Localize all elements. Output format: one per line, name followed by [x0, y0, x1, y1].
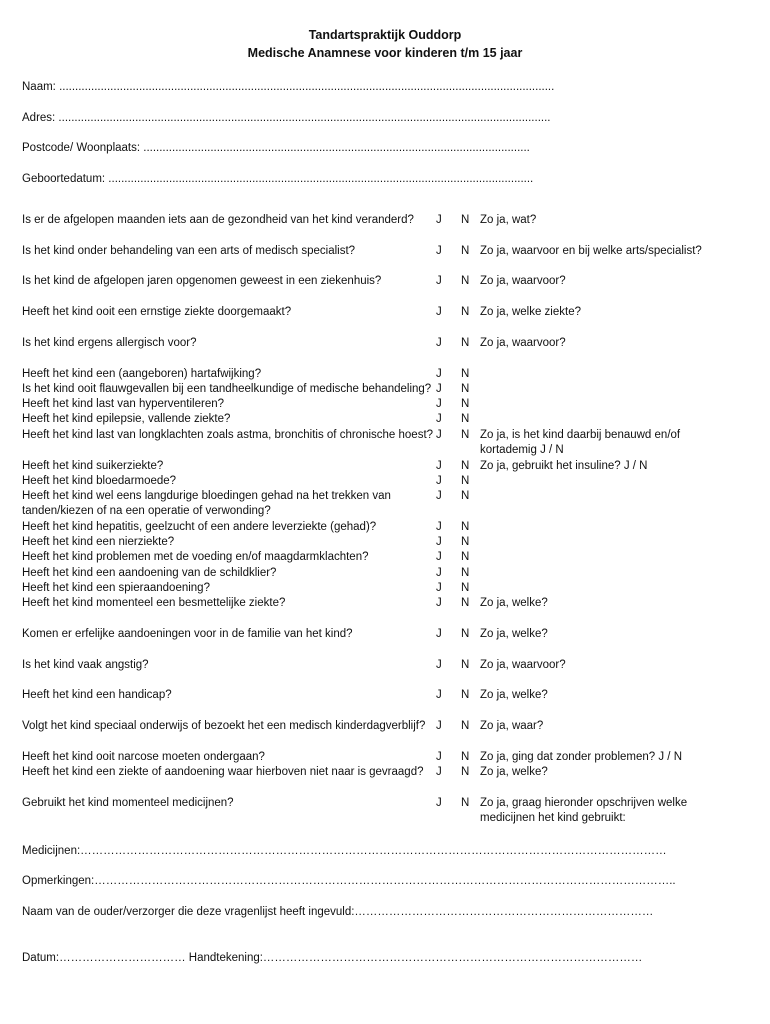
answer-no-option[interactable]: N — [461, 659, 470, 671]
answer-no-option[interactable]: N — [461, 460, 470, 472]
answer-no-option[interactable]: N — [461, 275, 470, 287]
followup-text: Zo ja, welke? — [480, 628, 548, 640]
answer-yes-option[interactable]: J — [436, 337, 442, 349]
question-text: Is er de afgelopen maanden iets aan de gezondheid van het kind veranderd? — [22, 214, 414, 226]
question-text: Is het kind onder behandeling van een arts of medisch specialist? — [22, 245, 356, 257]
opmerkingen-field[interactable]: Opmerkingen:…………………………………………………………………………………………………………………………………….. — [22, 875, 676, 887]
question-text: Heeft het kind last van longklachten zoals astma, bronchitis of chronische hoest? — [22, 429, 434, 441]
question-text: Heeft het kind ooit narcose moeten ondergaan? — [22, 751, 265, 763]
answer-no-option[interactable]: N — [461, 597, 470, 609]
question-text: Heeft het kind problemen met de voeding en/of maagdarmklachten? — [22, 551, 369, 563]
answer-yes-option[interactable]: J — [436, 275, 442, 287]
followup-text: Zo ja, waarvoor en bij welke arts/specialist? — [480, 245, 702, 257]
answer-no-option[interactable]: N — [461, 413, 470, 425]
geboortedatum-field[interactable]: Geboortedatum: ..................................................................................................................................... — [22, 173, 534, 185]
answer-yes-option[interactable]: J — [436, 413, 442, 425]
followup-text: Zo ja, graag hieronder opschrijven welke — [480, 797, 688, 809]
answer-yes-option[interactable]: J — [436, 766, 442, 778]
question-text: Volgt het kind speciaal onderwijs of bezoekt het een medisch kinderdagverblijf? — [22, 720, 426, 732]
question-text: Is het kind ooit flauwgevallen bij een tandheelkundige of medische behandeling? — [22, 383, 432, 395]
answer-yes-option[interactable]: J — [436, 536, 442, 548]
answer-yes-option[interactable]: J — [436, 383, 442, 395]
question-text: Heeft het kind last van hyperventileren? — [22, 398, 225, 410]
answer-no-option[interactable]: N — [461, 720, 470, 732]
answer-no-option[interactable]: N — [461, 567, 470, 579]
question-text: Is het kind de afgelopen jaren opgenomen geweest in een ziekenhuis? — [22, 275, 382, 287]
answer-yes-option[interactable]: J — [436, 582, 442, 594]
answer-no-option[interactable]: N — [461, 429, 470, 441]
answer-no-option[interactable]: N — [461, 689, 470, 701]
question-text: Heeft het kind een ziekte of aandoening waar hierboven niet naar is gevraagd? — [22, 766, 424, 778]
answer-no-option[interactable]: N — [461, 245, 470, 257]
followup-text: Zo ja, wat? — [480, 214, 537, 226]
answer-yes-option[interactable]: J — [436, 659, 442, 671]
answer-no-option[interactable]: N — [461, 551, 470, 563]
followup-text: Zo ja, welke ziekte? — [480, 306, 581, 318]
question-text: Heeft het kind een nierziekte? — [22, 536, 175, 548]
question-text: Heeft het kind wel eens langdurige bloedingen gehad na het trekken van — [22, 490, 391, 502]
answer-no-option[interactable]: N — [461, 383, 470, 395]
answer-no-option[interactable]: N — [461, 214, 470, 226]
question-text: Heeft het kind bloedarmoede? — [22, 475, 177, 487]
followup-text: medicijnen het kind gebruikt: — [480, 812, 626, 824]
answer-no-option[interactable]: N — [461, 536, 470, 548]
answer-no-option[interactable]: N — [461, 398, 470, 410]
question-text: Komen er erfelijke aandoeningen voor in de familie van het kind? — [22, 628, 353, 640]
answer-yes-option[interactable]: J — [436, 521, 442, 533]
answer-no-option[interactable]: N — [461, 368, 470, 380]
medicijnen-field[interactable]: Medicijnen:……………………………………………………………………………………………………………………………………… — [22, 845, 667, 857]
answer-no-option[interactable]: N — [461, 490, 470, 502]
answer-yes-option[interactable]: J — [436, 597, 442, 609]
answer-yes-option[interactable]: J — [436, 429, 442, 441]
followup-text: Zo ja, welke? — [480, 766, 548, 778]
answer-no-option[interactable]: N — [461, 475, 470, 487]
answer-yes-option[interactable]: J — [436, 567, 442, 579]
answer-yes-option[interactable]: J — [436, 797, 442, 809]
answer-yes-option[interactable]: J — [436, 475, 442, 487]
postcode-field[interactable]: Postcode/ Woonplaats: ......................................................................................................................... — [22, 142, 530, 154]
answer-yes-option[interactable]: J — [436, 368, 442, 380]
answer-yes-option[interactable]: J — [436, 751, 442, 763]
answer-no-option[interactable]: N — [461, 751, 470, 763]
adres-field[interactable]: Adres: .......................................................................................................................................................... — [22, 112, 551, 124]
followup-text: Zo ja, waar? — [480, 720, 544, 732]
followup-text: Zo ja, waarvoor? — [480, 659, 566, 671]
answer-yes-option[interactable]: J — [436, 245, 442, 257]
answer-no-option[interactable]: N — [461, 521, 470, 533]
datum-handtekening-field[interactable]: Datum:…………………………… Handtekening:……………………………………………………………………………………… — [22, 952, 643, 964]
answer-no-option[interactable]: N — [461, 766, 470, 778]
question-text: Heeft het kind een (aangeboren) hartafwijking? — [22, 368, 262, 380]
answer-yes-option[interactable]: J — [436, 398, 442, 410]
followup-text: kortademig J / N — [480, 444, 564, 456]
question-text: Heeft het kind ooit een ernstige ziekte doorgemaakt? — [22, 306, 292, 318]
answer-no-option[interactable]: N — [461, 628, 470, 640]
followup-text: Zo ja, welke? — [480, 689, 548, 701]
answer-yes-option[interactable]: J — [436, 214, 442, 226]
followup-text: Zo ja, gebruikt het insuline? J / N — [480, 460, 648, 472]
followup-text: Zo ja, waarvoor? — [480, 275, 566, 287]
answer-yes-option[interactable]: J — [436, 689, 442, 701]
answer-no-option[interactable]: N — [461, 797, 470, 809]
question-text: Heeft het kind momenteel een besmettelijke ziekte? — [22, 597, 286, 609]
followup-text: Zo ja, waarvoor? — [480, 337, 566, 349]
answer-no-option[interactable]: N — [461, 306, 470, 318]
question-text: Heeft het kind hepatitis, geelzucht of een andere leverziekte (gehad)? — [22, 521, 377, 533]
naam-field[interactable]: Naam: ........................................................................................................................................................... — [22, 81, 555, 93]
answer-yes-option[interactable]: J — [436, 490, 442, 502]
question-text: tanden/kiezen of na een operatie of verwonding? — [22, 505, 271, 517]
question-text: Heeft het kind suikerziekte? — [22, 460, 164, 472]
followup-text: Zo ja, welke? — [480, 597, 548, 609]
answer-yes-option[interactable]: J — [436, 720, 442, 732]
form-subtitle: Medische Anamnese voor kinderen t/m 15 jaar — [247, 46, 523, 60]
question-text: Is het kind ergens allergisch voor? — [22, 337, 197, 349]
question-text: Heeft het kind een handicap? — [22, 689, 172, 701]
answer-yes-option[interactable]: J — [436, 460, 442, 472]
followup-text: Zo ja, ging dat zonder problemen? J / N — [480, 751, 683, 763]
question-text: Heeft het kind een aandoening van de schildklier? — [22, 567, 277, 579]
ouder-field[interactable]: Naam van de ouder/verzorger die deze vragenlijst heeft ingevuld:…………………………………………………………………… — [22, 906, 654, 918]
practice-name: Tandartspraktijk Ouddorp — [308, 28, 462, 42]
question-text: Gebruikt het kind momenteel medicijnen? — [22, 797, 234, 809]
answer-no-option[interactable]: N — [461, 582, 470, 594]
followup-text: Zo ja, is het kind daarbij benauwd en/of — [480, 429, 681, 441]
answer-yes-option[interactable]: J — [436, 628, 442, 640]
question-text: Heeft het kind een spieraandoening? — [22, 582, 210, 594]
answer-yes-option[interactable]: J — [436, 306, 442, 318]
answer-yes-option[interactable]: J — [436, 551, 442, 563]
question-text: Is het kind vaak angstig? — [22, 659, 149, 671]
answer-no-option[interactable]: N — [461, 337, 470, 349]
question-text: Heeft het kind epilepsie, vallende ziekte? — [22, 413, 231, 425]
